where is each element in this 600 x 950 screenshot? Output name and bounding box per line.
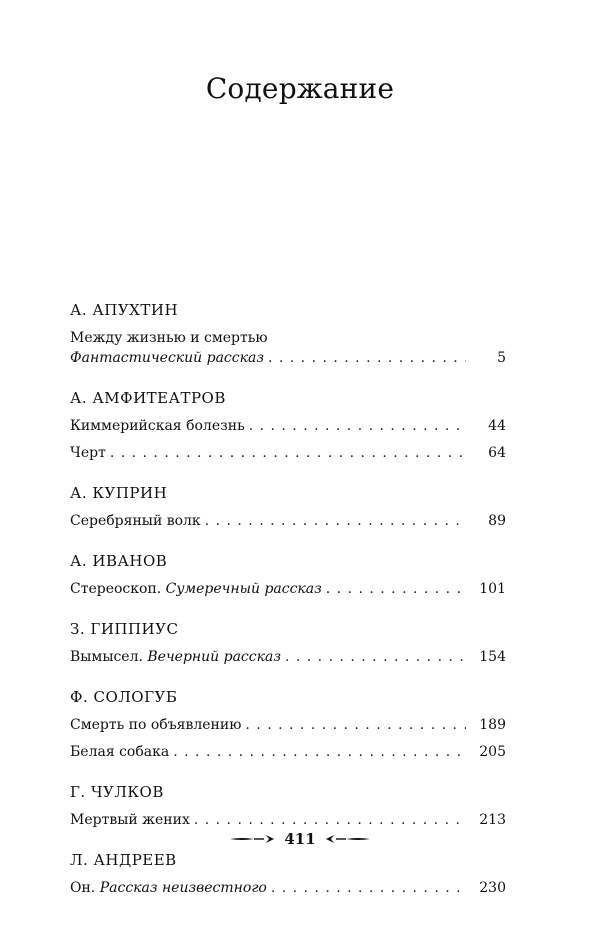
page-number: 411 bbox=[284, 830, 316, 848]
entry-subtitle: Сумеречный рассказ bbox=[165, 581, 322, 597]
entry-title-text: Он. bbox=[70, 880, 100, 896]
entry-title bbox=[70, 742, 169, 762]
dot-leader bbox=[173, 742, 466, 762]
entry-title bbox=[70, 416, 245, 436]
toc-entry[interactable] bbox=[70, 878, 506, 898]
toc-entry[interactable] bbox=[70, 647, 506, 667]
page-ref: 64 bbox=[488, 445, 506, 461]
toc-entry[interactable] bbox=[70, 348, 506, 368]
page-ref: 189 bbox=[479, 717, 506, 733]
toc-entry[interactable] bbox=[70, 810, 506, 830]
entry-title bbox=[70, 647, 281, 667]
author-heading: А. ИВАНОВ bbox=[70, 552, 168, 570]
author-heading: А. АМФИТЕАТРОВ bbox=[70, 389, 226, 407]
page-ref: 44 bbox=[488, 418, 506, 434]
toc-entry[interactable] bbox=[70, 511, 506, 531]
dot-leader bbox=[285, 647, 466, 667]
dot-leader bbox=[249, 416, 466, 436]
author-heading: Ф. СОЛОГУБ bbox=[70, 688, 178, 706]
entry-subtitle: Вечерний рассказ bbox=[147, 649, 281, 665]
entry-title bbox=[70, 443, 106, 463]
dot-leader bbox=[194, 810, 466, 830]
page-ref: 101 bbox=[479, 581, 506, 597]
page-ref: 5 bbox=[497, 350, 506, 366]
page-ref: 89 bbox=[488, 513, 506, 529]
page-ref: 205 bbox=[479, 744, 506, 760]
entry-title-text: Смерть по объявлению bbox=[70, 717, 242, 733]
toc-entry[interactable] bbox=[70, 416, 506, 436]
author-heading: З. ГИППИУС bbox=[70, 620, 179, 638]
page-ref: 213 bbox=[479, 812, 506, 828]
entry-title-text: Киммерийская болезнь bbox=[70, 418, 245, 434]
entry-subtitle: Фантастический рассказ bbox=[70, 350, 264, 366]
right-ornament-icon bbox=[324, 834, 370, 844]
author-heading: Л. АНДРЕЕВ bbox=[70, 851, 177, 869]
toc-entry[interactable] bbox=[70, 715, 506, 735]
toc-entry[interactable] bbox=[70, 579, 506, 599]
entry-title-text: Стереоскоп. bbox=[70, 581, 166, 597]
entry-subtitle: Рассказ неизвестного bbox=[99, 880, 267, 896]
entry-title bbox=[70, 579, 322, 599]
page-ref: 230 bbox=[479, 880, 506, 896]
dot-leader bbox=[245, 715, 466, 735]
entry-title bbox=[70, 511, 201, 531]
dot-leader bbox=[271, 878, 466, 898]
entry-title bbox=[70, 810, 190, 830]
dot-leader bbox=[110, 443, 466, 463]
author-heading: А. КУПРИН bbox=[70, 484, 168, 502]
entry-title-text: Мертвый жених bbox=[70, 812, 190, 828]
dot-leader bbox=[268, 348, 466, 368]
page-footer bbox=[0, 830, 600, 848]
entry-title-text: Вымысел. bbox=[70, 649, 148, 665]
toc-entry[interactable] bbox=[70, 742, 506, 762]
author-heading: А. АПУХТИН bbox=[70, 301, 179, 319]
story-title-line: Между жизнью и смертью bbox=[70, 330, 268, 346]
entry-title-text: Серебряный волк bbox=[70, 513, 201, 529]
author-heading: Г. ЧУЛКОВ bbox=[70, 783, 164, 801]
left-ornament-icon bbox=[230, 834, 276, 844]
page-ref: 154 bbox=[479, 649, 506, 665]
table-of-contents bbox=[70, 300, 506, 905]
entry-title bbox=[70, 348, 264, 368]
page-title: Содержание bbox=[205, 72, 395, 105]
toc-entry[interactable] bbox=[70, 443, 506, 463]
entry-title bbox=[70, 878, 267, 898]
dot-leader bbox=[326, 579, 466, 599]
entry-title-text: Черт bbox=[70, 445, 106, 461]
dot-leader bbox=[205, 511, 466, 531]
entry-title bbox=[70, 715, 241, 735]
entry-title-text: Белая собака bbox=[70, 744, 170, 760]
